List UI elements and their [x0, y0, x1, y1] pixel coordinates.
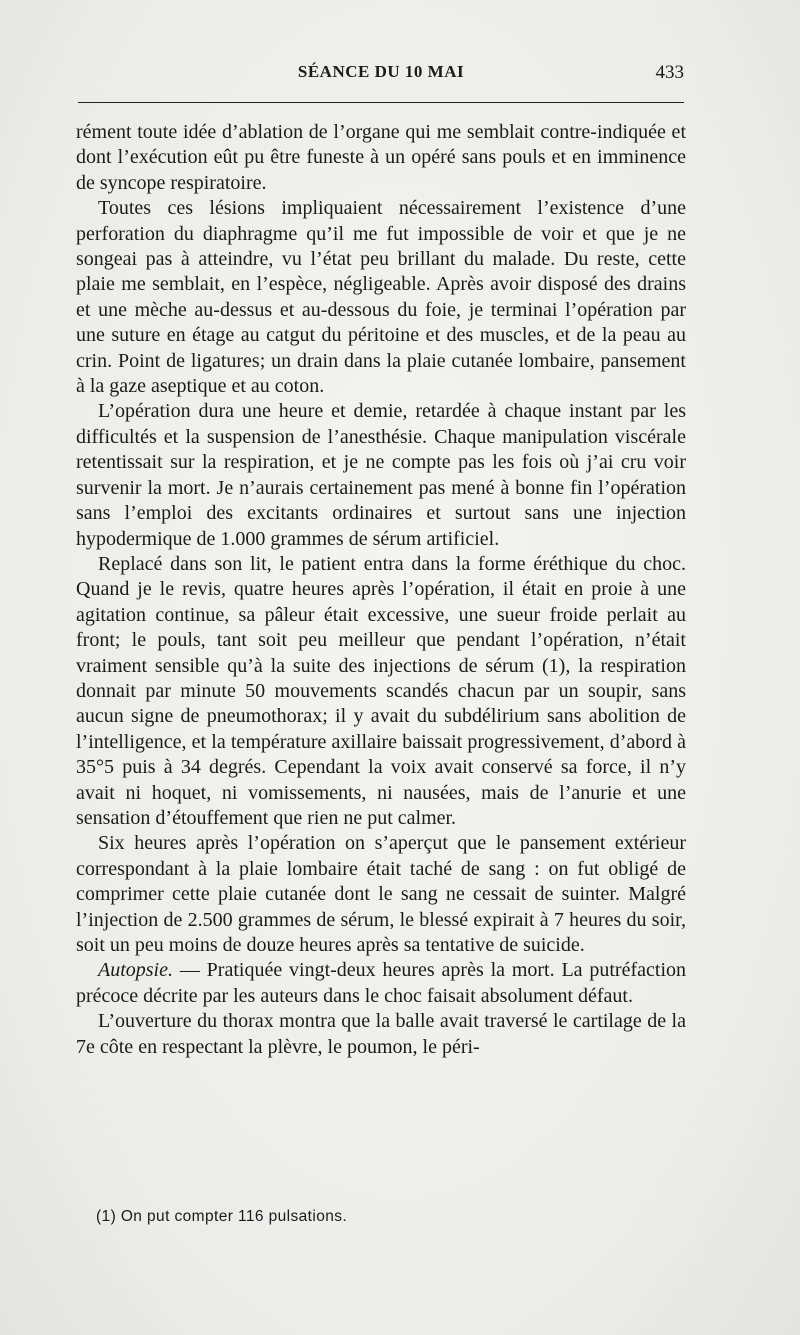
paragraph-4: Replacé dans son lit, le patient entra dans la forme éréthique du choc. Quand je le revis, quatre heures après l’opération, il était en proie à une agitation continue, sa pâleur était excessive, une sueur froide perlait au front; le pouls, tant soit peu meilleur que pendant l’opération, n’était vraiment sensible qu’à la suite des injections de sérum (1), la respiration donnait par minute 50 mouvements scandés chacun par un soupir, sans aucun signe de pneumothorax; il y avait du subdélirium sans abolition de l’intelligence, et la température axillaire baissait progressivement, d’abord à 35°5 puis à 34 degrés. Cependant la voix avait conservé sa force, il n’y avait ni hoquet, ni vomissements, ni nausées, mais de l’anurie et une sensation d’étouffement que rien ne put calmer. [76, 552, 686, 829]
autopsie-label: Autopsie. [98, 959, 173, 982]
footnote: (1) On put compter 116 pulsations. [96, 1208, 348, 1225]
paragraph-6 [76, 958, 686, 1009]
paragraph-3: L’opération dura une heure et demie, retardée à chaque instant par les difficultés et la suspension de l’anesthésie. Chaque manipulation viscérale retentissait sur la respiration, et je ne compte pas les fois où j’ai cru voir survenir la mort. Je n’aurais certainement pas mené à bonne fin l’opération sans l’emploi des excitants ordinaires et surtout sans une injection hypodermique de 1.000 grammes de sérum artificiel. [76, 400, 686, 550]
paragraph-2: Toutes ces lésions impliquaient nécessairement l’existence d’une perforation du diaphragme qu’il me fut impossible de voir et que je ne songeai pas à atteindre, vu l’état peu brillant du malade. Du reste, cette plaie me semblait, en l’espèce, négligeable. Après avoir disposé des drains et une mèche au-dessus et au-dessous du foie, je terminai l’opération par une suture en étage au catgut du péritoine et des muscles, et de la peau au crin. Point de ligatures; un drain dans la plaie cutanée lombaire, pansement à la gaze aseptique et au coton. [76, 197, 686, 398]
header-rule [78, 102, 684, 103]
paragraph-7: L’ouverture du thorax montra que la balle avait traversé le cartilage de la 7e côte en respectant la plèvre, le poumon, le péri- [76, 1010, 686, 1058]
paragraph-1: rément toute idée d’ablation de l’organe qui me semblait contre-indiquée et dont l’exécution eût pu être funeste à un opéré sans pouls et en imminence de syncope respiratoire. [76, 121, 686, 194]
running-title: SÉANCE DU 10 MAI [297, 62, 465, 81]
page-number: 433 [655, 62, 684, 83]
paragraph-6-text: — Pratiquée vingt-deux heures après la mort. La putréfaction précoce décrite par les auteurs dans le choc faisait absolument défaut. [76, 959, 686, 1007]
body-text [76, 120, 686, 1060]
page-header [76, 62, 686, 92]
paragraph-5: Six heures après l’opération on s’aperçut que le pansement extérieur correspondant à la plaie lombaire était taché de sang : on fut obligé de comprimer cette plaie cutanée dont le sang ne cessait de suinter. Malgré l’injection de 2.500 grammes de sérum, le blessé expirait à 7 heures du soir, soit un peu moins de douze heures après sa tentative de suicide. [76, 832, 686, 956]
